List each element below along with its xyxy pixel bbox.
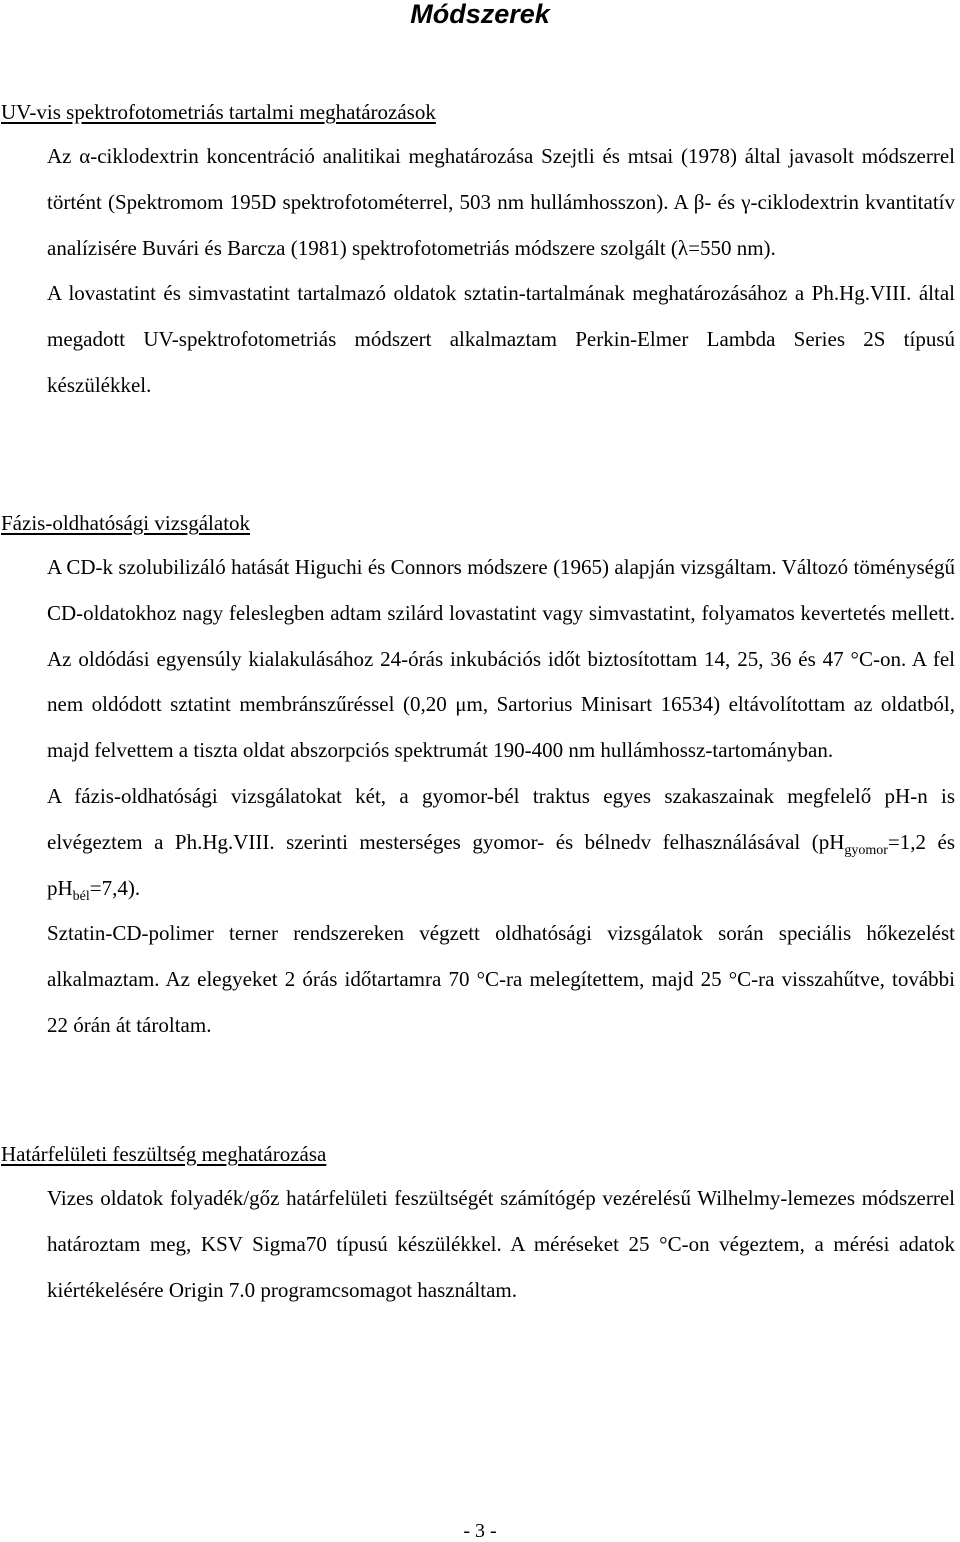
gastro-ph-end: =7,4). <box>89 875 141 900</box>
section-uv-vis <box>0 98 960 409</box>
paragraph-statin-assay: A lovastatint és simvastatint tartalmazó oldatok sztatin-tartalmának meghatározásához a Ph.Hg.VIII. által megadott UV-spektrofotometriás módszert alkalmaztam Perkin-Elmer Lambda Series 2S típusú készülékkel. <box>47 281 955 397</box>
paragraph-heat-treatment: Sztatin-CD-polimer terner rendszereken végzett oldhatósági vizsgálatok során speciális hőkezelést alkalmaztam. Az elegyeket 2 órás időtartamra 70 °C-ra melegítettem, majd 25 °C-ra visszahűtve, további 22 órán át tároltam. <box>47 921 955 1037</box>
page-title: Módszerek <box>410 0 550 29</box>
paragraph-surface-tension-method: Vizes oldatok folyadék/gőz határfelületi feszültségét számítógép vezérelésű Wilhelmy-lemezes módszerrel határoztam meg, KSV Sigma70 típusú készülékkel. A méréseket 25 °C-on végeztem, a mérési adatok kiértékelésére Origin 7.0 programcsomagot használtam. <box>47 1186 955 1302</box>
section-heading-surface-tension: Határfelületi feszültség meghatározása <box>1 1142 327 1166</box>
gastro-ph-text: A fázis-oldhatósági vizsgálatokat két, a gyomor-bél traktus egyes szakaszainak megfelelő pH-n is elvégeztem a Ph.Hg.VIII. szerinti mesterséges gyomor- és bélnedv felhasználásával (pH <box>47 783 955 854</box>
paragraph-cyclodextrin-assay: Az α-ciklodextrin koncentráció analitikai meghatározása Szejtli és mtsai (1978) által javasolt módszerrel történt (Spektromom 195D spektrofotométerrel, 503 nm hullámhosszon). A β- és γ-ciklodextrin kvantitatív analízisére Buvári és Barcza (1981) spektrofotometriás módszere szolgált (λ=550 nm). <box>47 144 955 260</box>
paragraph-solubility-method: A CD-k szolubilizáló hatását Higuchi és Connors módszere (1965) alapján vizsgáltam. Változó töménységű CD-oldatokhoz nagy feleslegben adtam szilárd lovastatint vagy simvastatint, folyamatos kevertetés mellett. Az oldódási egyensúly kialakulásához 24-órás inkubációs időt biztosítottam 14, 25, 36 és 47 °C-on. A fel nem oldódott sztatint membránszűréssel (0,20 μm, Sartorius Minisart 16534) eltávolítottam az oldatból, majd felvettem a tiszta oldat abszorpciós spektrumát 190-400 nm hullámhossz-tartományban. <box>47 555 955 763</box>
section-heading-uv-vis: UV-vis spektrofotometriás tartalmi meghatározások <box>1 100 436 124</box>
paragraph-gastro-ph <box>0 774 955 911</box>
page-number: - 3 - <box>463 1520 497 1542</box>
subscript-gyomor: gyomor <box>844 842 888 858</box>
section-surface-tension <box>0 1140 960 1313</box>
section-heading-phase-solubility: Fázis-oldhatósági vizsgálatok <box>1 511 251 535</box>
section-phase-solubility <box>0 509 960 1049</box>
gastro-ph-mid: =1,2 és pH <box>47 829 955 900</box>
subscript-bel: bél <box>72 888 90 904</box>
